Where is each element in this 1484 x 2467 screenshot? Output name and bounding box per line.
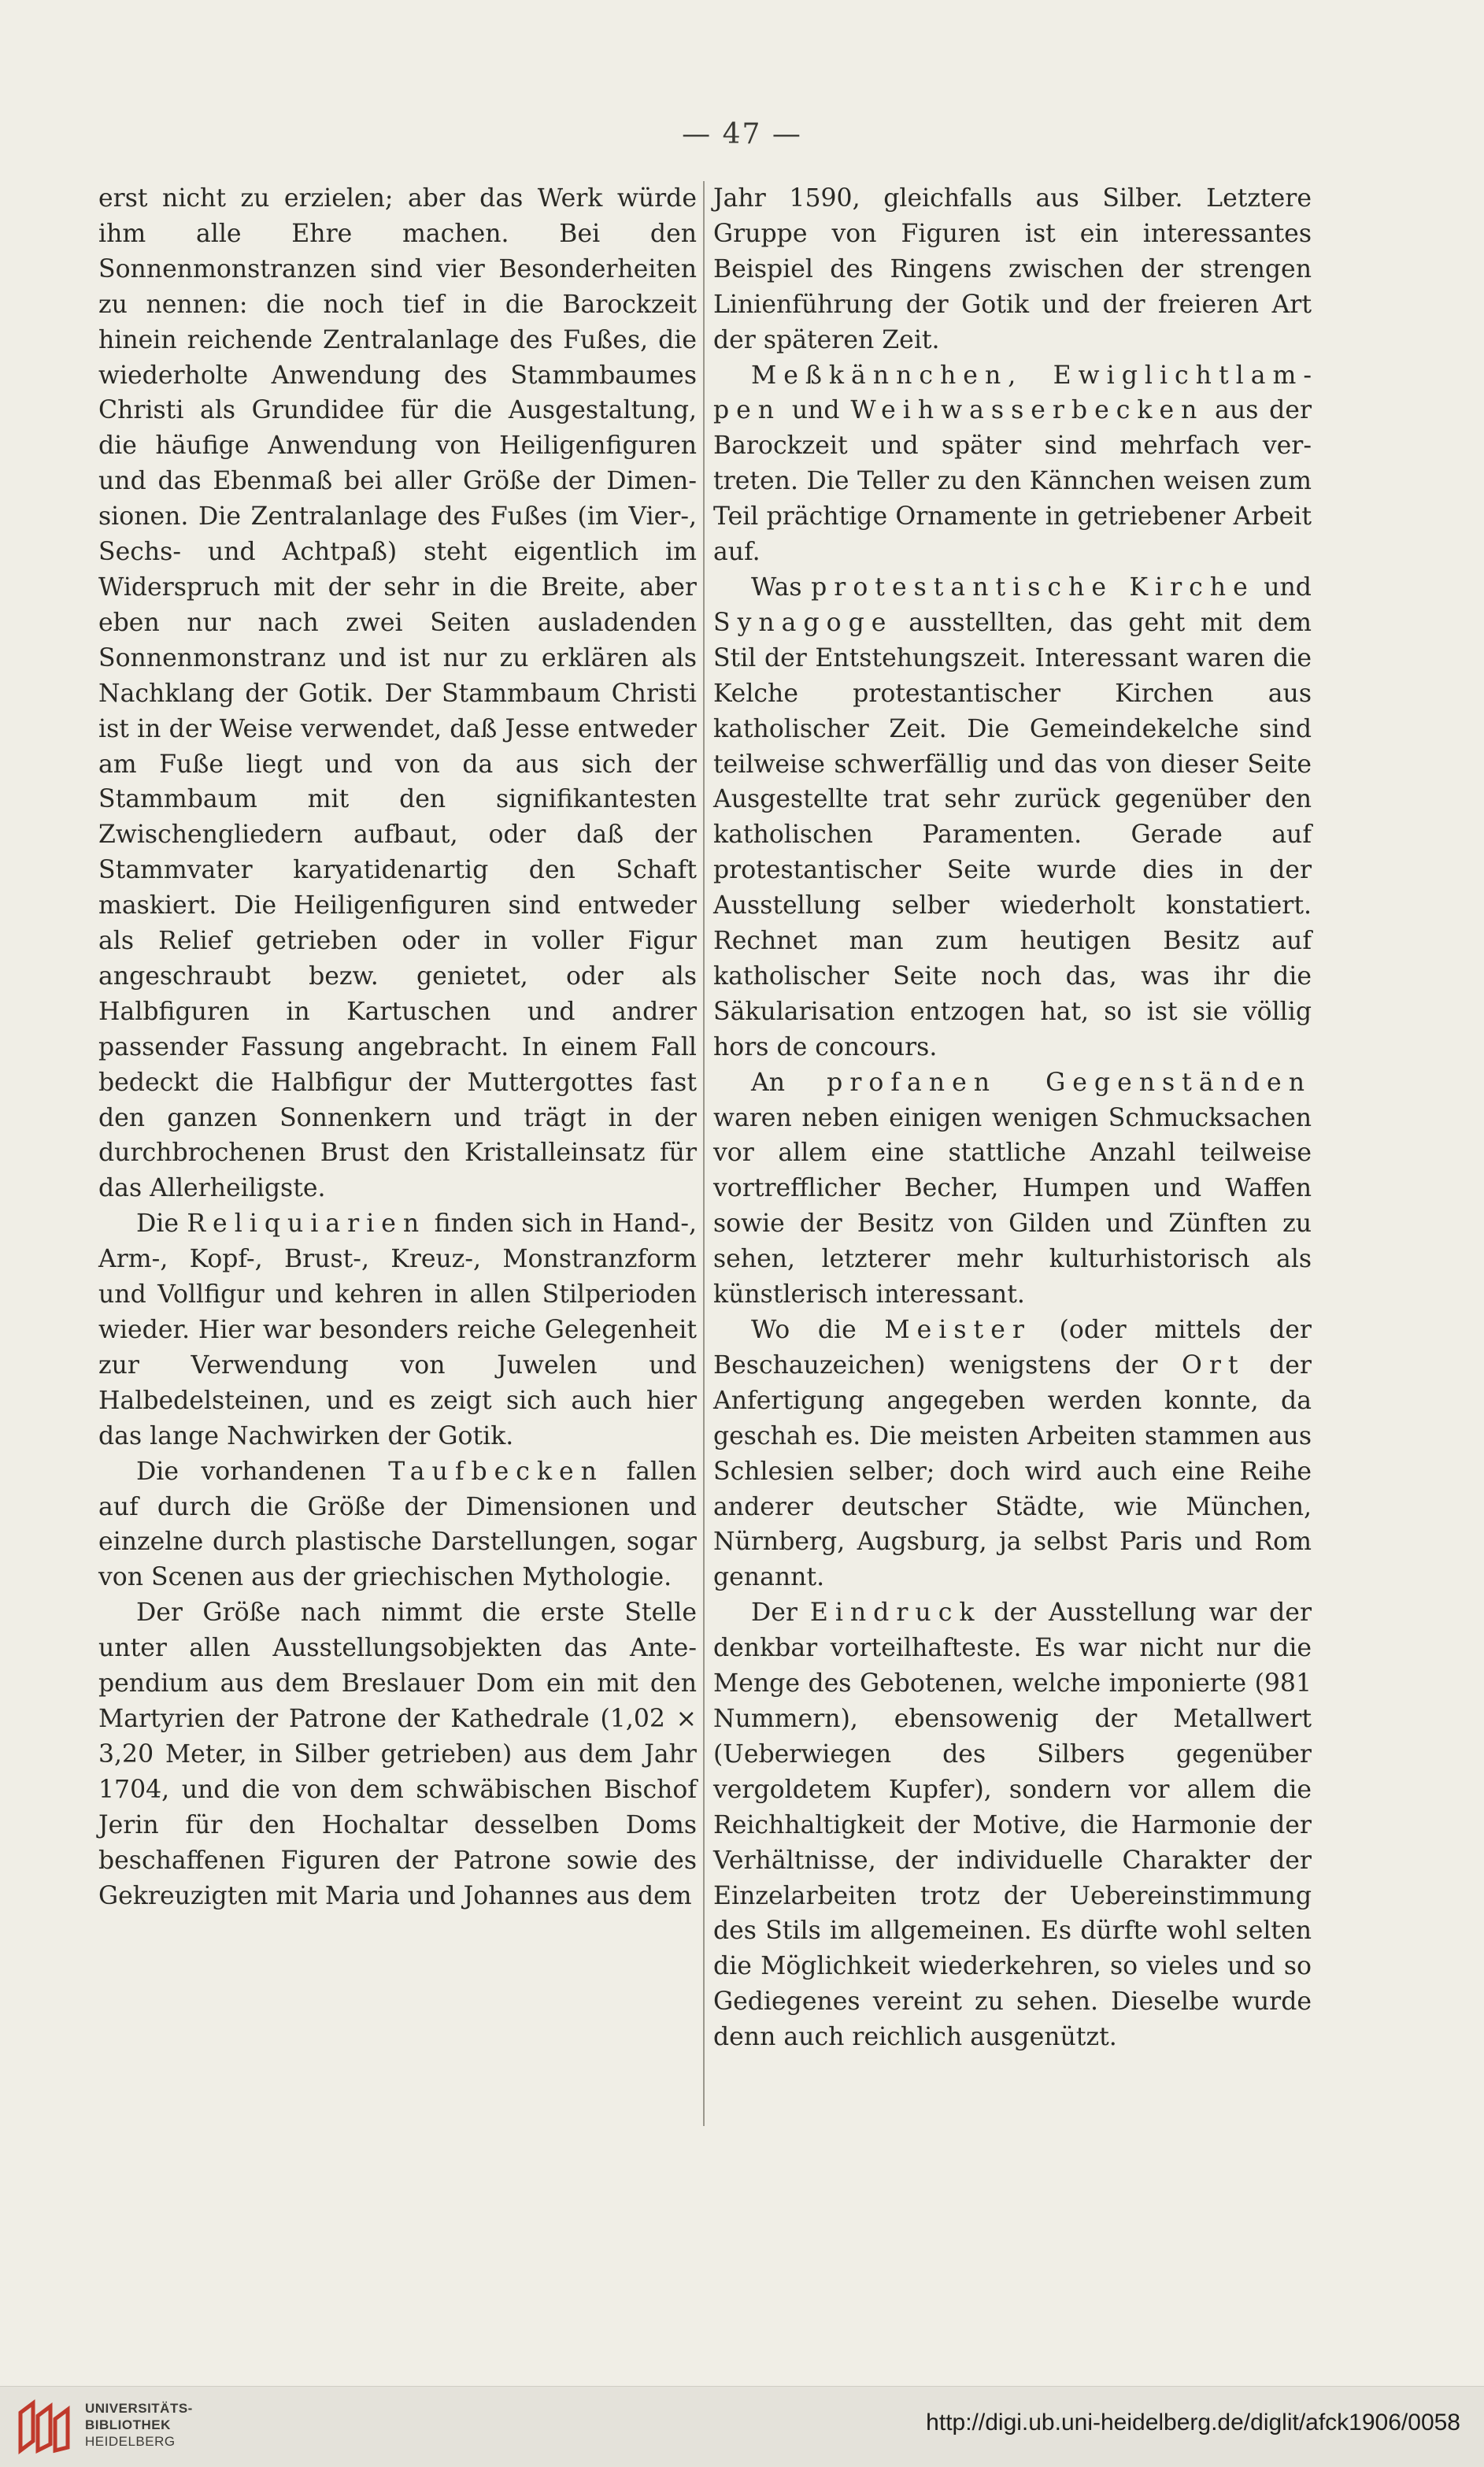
paragraph <box>713 358 1312 570</box>
left-column <box>98 181 697 1913</box>
spaced-term: Synagoge <box>713 608 894 637</box>
text-run: Die vorhandenen <box>136 1457 389 1486</box>
column-divider <box>703 181 705 2126</box>
logo-book-shape <box>20 2403 33 2450</box>
source-url-link[interactable]: http://digi.ub.uni-heidelberg.de/diglit/afck1906/0058 <box>926 2410 1460 2436</box>
paragraph <box>713 1313 1312 1595</box>
text-run: ausstellten, das geht mit dem Stil der Entstehungszeit. Interessant waren die Kelche protestantischer Kirchen aus katholischer Zeit. Die Gemeindekelche sind teilweise schwerfällig und das von dieser Seite Ausgestellte trat sehr zurück gegenüber den katholischen Paramenten. Gerade auf protestantischer Seite wurde dies in der Ausstellung selber wiederholt konstatiert. Rechnet man zum heutigen Besitz auf katholischer Seite noch das, was ihr die Säkularisation entzogen hat, so ist sie völlig hors de concours. <box>713 608 1312 1061</box>
paragraph: Jahr 1590, gleichfalls aus Silber. Letztere Gruppe von Figuren ist ein interessantes Beispiel des Ringens zwischen der strengen Linienführung der Gotik und der freieren Art der späteren Zeit. <box>713 184 1312 354</box>
text-run: An <box>751 1068 827 1097</box>
spaced-term: profanen Gegenständen <box>827 1068 1312 1097</box>
page-number: — 47 — <box>682 118 802 150</box>
text-run: und <box>1254 572 1312 602</box>
spaced-term: Meister <box>884 1316 1031 1344</box>
paragraph <box>98 1454 697 1596</box>
spaced-term: Meßkännchen, Ewiglichtlampen <box>713 361 1312 425</box>
paragraph <box>713 1065 1312 1313</box>
logo-book-shape <box>38 2406 50 2450</box>
text-run: Was <box>751 572 812 602</box>
paragraph <box>713 570 1312 1065</box>
paragraph <box>98 1206 697 1454</box>
paragraph: erst nicht zu erzielen; aber das Werk würde ihm alle Ehre machen. Bei den Sonnenmonstranzen sind vier Besonderheiten zu nennen: die noch tief in die Barockzeit hinein reichende Zentralanlage des Fußes, die wiederholte Anwendung des Stammbaumes Christi als Grundidee für die Ausgestaltung, die häufige Anwendung von Heiligenfiguren und das Ebenmaß bei aller Größe der Dimensionen. Die Zentralanlage des Fußes (im Vier-, Sechs- und Achtpaß) steht eigentlich im Widerspruch mit der sehr in die Breite, aber eben nur nach zwei Seiten ausladenden Sonnenmonstranz und ist nur zu erklären als Nachklang der Gotik. Der Stammbaum Christi ist in der Weise verwendet, daß Jesse entweder am Fuße liegt und von da aus sich der Stammbaum mit den signifikantesten Zwischengliedern aufbaut, oder daß der Stammvater karyatidenartig den Schaft maskiert. Die Heiligenfiguren sind entweder als Relief getrieben oder in voller Figur angeschraubt bezw. genietet, oder als Halbfiguren in Kartuschen und andrer passender Fassung angebracht. In einem Fall bedeckt die Halbfigur der Muttergottes fast den ganzen Sonnenkern und trägt in der durchbrochenen Brust den Kristalleinsatz für das Allerheiligste. <box>98 184 697 1203</box>
text-run: Wo die <box>751 1316 885 1344</box>
paragraph: Der Größe nach nimmt die erste Stelle unter allen Ausstellungsobjekten das Antependium aus dem Breslauer Dom ein mit den Martyrien der Patrone der Kathedrale (1,02 × 3,20 Meter, in Silber getrieben) aus dem Jahr 1704, und die von dem schwäbischen Bischof Jerin für den Hochaltar desselben Doms beschaffenen Figuren der Patrone sowie des Gekreuzigten mit Maria und Johannes aus dem <box>98 1598 697 1910</box>
spaced-term: Taufbecken <box>388 1457 604 1486</box>
text-run: finden sich in Hand-, Arm-, Kopf-, Brust-, Kreuz-, Monstranzform und Vollfigur und kehren in allen Stilperioden wieder. Hier war besonders reiche Gelegenheit zur Verwendung von Juwelen und Halbedelsteinen, und es zeigt sich auch hier das lange Nachwirken der Gotik. <box>98 1209 697 1450</box>
text-run: (oder mittels der Beschauzeichen) wenigstens der <box>713 1316 1312 1380</box>
right-column <box>713 181 1312 2055</box>
institution-line: BIBLIOTHEK <box>85 2417 171 2432</box>
paragraph <box>713 1595 1312 2055</box>
text-run: Die <box>136 1209 187 1239</box>
institution-name <box>85 2400 193 2450</box>
text-run: der Ausstellung war der denkbar vorteilhafteste. Es war nicht nur die Menge des Gebotenen, welche imponierte (981 Nummern), ebensowenig der Metallwert (Ueberwiegen des Silbers gegenüber vergoldetem Kupfer), sondern vor allem die Reichhaltigkeit der Motive, die Harmonie der Verhältnisse, der individuelle Charakter der Einzelarbeiten trotz der Uebereinstimmung des Stils im allgemeinen. Es dürfte wohl selten die Möglichkeit wiederkehren, so vieles und so Gediegenes vereint zu sehen. Dieselbe wurde denn auch reichlich ausgenützt. <box>713 1598 1312 2052</box>
spaced-term: Ort <box>1182 1350 1245 1380</box>
library-logo-icon <box>14 2397 77 2457</box>
text-run: aus der Barockzeit und später sind mehrfach vertreten. Die Teller zu den Kännchen weisen zum Teil prächtige Ornamente in getriebener Arbeit auf. <box>713 396 1312 567</box>
logo-book-shape <box>55 2410 68 2450</box>
text-run: Der <box>751 1598 810 1628</box>
spaced-term: Reliquiarien <box>187 1209 427 1239</box>
text-run: waren neben einigen wenigen Schmucksachen vor allem eine stattliche Anzahl teilweise vortrefflicher Becher, Humpen und Waffen sowie der Besitz von Gilden und Zünften zu sehen, letzterer mehr kulturhistorisch als künstlerisch interessant. <box>713 1103 1312 1309</box>
spaced-term: Eindruck <box>809 1598 982 1628</box>
institution-line: UNIVERSITÄTS- <box>85 2401 193 2416</box>
spaced-term: protestantische Kirche <box>811 572 1255 602</box>
text-run: der Anfertigung angegeben werden konnte, da geschah es. Die meisten Arbeiten stammen aus Schlesien selber; doch wird auch eine Reihe anderer deutscher Städte, wie München, Nürnberg, Augsburg, ja selbst Paris und Rom genannt. <box>713 1350 1312 1592</box>
institution-line: HEIDELBERG <box>85 2434 176 2449</box>
spaced-term: Weihwasserbecken <box>850 396 1205 425</box>
text-run: und <box>781 396 851 425</box>
text-run: fallen auf durch die Größe der Dimensionen und einzelne durch plastische Darstellungen, sogar von Scenen aus der griechischen Mythologie. <box>98 1457 697 1592</box>
